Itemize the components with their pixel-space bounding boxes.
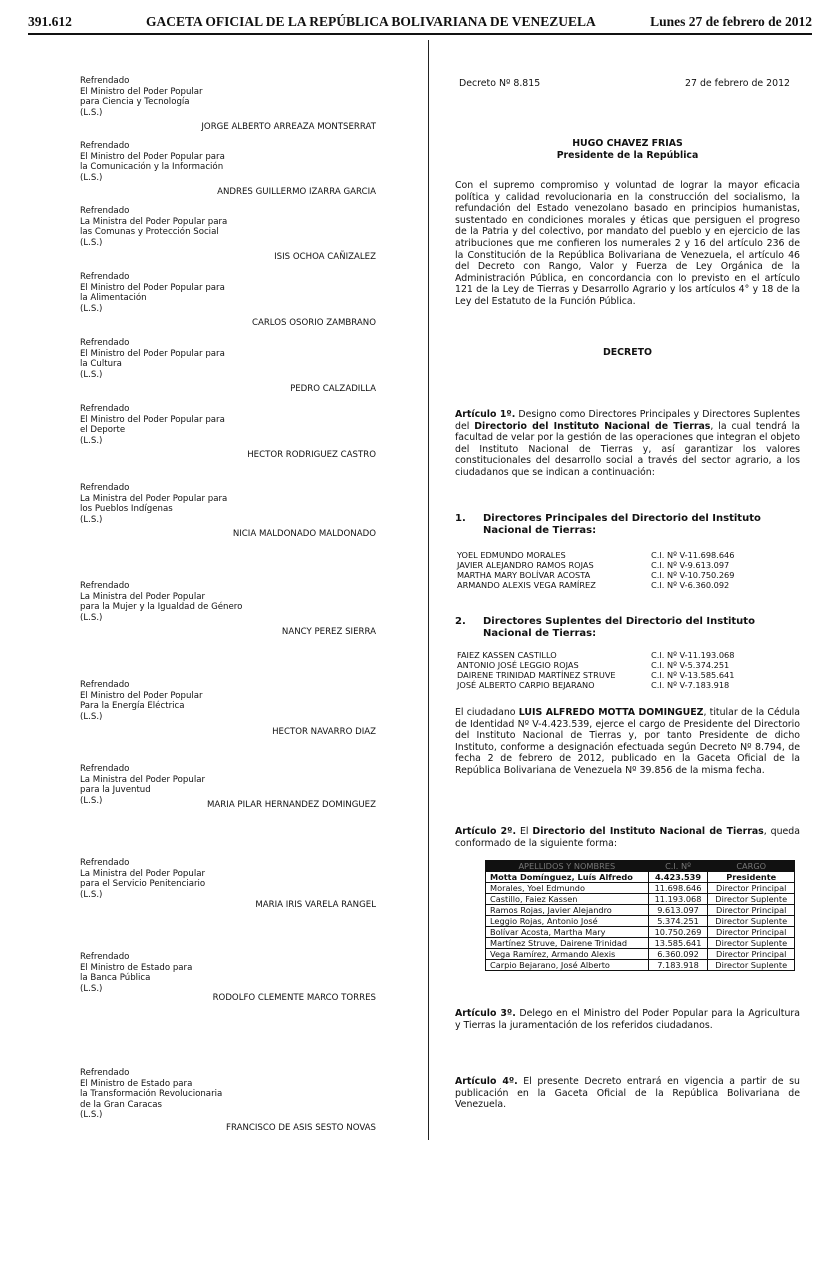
- seal-mark: (L.S.): [80, 889, 103, 900]
- list-1-number: 1.: [455, 513, 466, 524]
- ministry-name: la Transformación Revolucionaria: [80, 1089, 223, 1099]
- decree-date: 27 de febrero de 2012: [685, 78, 790, 89]
- refrendado-label: Refrendado: [80, 1068, 130, 1078]
- person-ci: C.I. Nº V-6.360.092: [651, 580, 730, 590]
- decree-number: Decreto Nº 8.815: [459, 78, 541, 89]
- seal-mark: (L.S.): [80, 435, 103, 446]
- table-cell: Presidente: [708, 872, 795, 883]
- ministry-name: la Cultura: [80, 359, 122, 369]
- article-2: [455, 826, 800, 849]
- table-cell: Director Principal: [708, 927, 795, 938]
- gazette-date: Lunes 27 de febrero de 2012: [650, 14, 812, 29]
- ministry-name: para la Mujer y la Igualdad de Género: [80, 602, 243, 612]
- signatory-name: NICIA MALDONADO MALDONADO: [232, 529, 376, 539]
- countersign-block: [80, 272, 225, 314]
- refrendado-label: Refrendado: [80, 680, 130, 690]
- refrendado-label: Refrendado: [80, 338, 130, 348]
- president-title: Presidente de la República: [556, 149, 699, 161]
- article-1-text: Designo como Directores Principales y Directores Suplentes del: [455, 409, 800, 432]
- signatory-name: CARLOS OSORIO ZAMBRANO: [251, 318, 376, 328]
- minister-title: El Ministro del Poder Popular: [80, 86, 203, 97]
- refrendado-label: Refrendado: [80, 404, 130, 414]
- minister-title: La Ministra del Poder Popular: [80, 591, 206, 602]
- list-2-heading: [455, 616, 800, 640]
- page-number: 391.612: [28, 14, 72, 29]
- seal-mark: (L.S.): [80, 983, 103, 994]
- table-cell: 9.613.097: [648, 905, 708, 916]
- para-bold-name: LUIS ALFREDO MOTTA DOMINGUEZ: [518, 707, 704, 718]
- article-1-bold: Directorio del Instituto Nacional de Tierras: [474, 420, 711, 432]
- seal-mark: (L.S.): [80, 795, 103, 806]
- ministry-name: las Comunas y Protección Social: [80, 227, 219, 237]
- table-row: [486, 949, 795, 960]
- person-ci: C.I. Nº V-11.698.646: [651, 550, 735, 560]
- list-2-number: 2.: [455, 616, 466, 627]
- person-row: [457, 560, 757, 570]
- signatory-name: PEDRO CALZADILLA: [290, 384, 376, 394]
- seal-mark: (L.S.): [80, 172, 103, 183]
- article-4: [455, 1076, 800, 1111]
- person-row: [457, 550, 757, 560]
- minister-title: El Ministro del Poder Popular para: [80, 348, 225, 359]
- person-name: YOEL EDMUNDO MORALES: [457, 550, 566, 560]
- table-cell: Vega Ramírez, Armando Alexis: [486, 949, 649, 960]
- ministry-name: para Ciencia y Tecnología: [80, 97, 190, 107]
- signatory-name: RODOLFO CLEMENTE MARCO TORRES: [212, 993, 376, 1003]
- minister-title: La Ministra del Poder Popular: [80, 774, 206, 785]
- table-cell: Director Suplente: [708, 960, 795, 971]
- decree-line: [455, 78, 800, 90]
- countersign-block: [80, 680, 203, 722]
- article-4-text: El presente Decreto entrará en vigencia a partir de su publicación en la Gaceta Oficial de la República Bolivariana de Venezuela.: [455, 1076, 800, 1111]
- minister-title: El Ministro del Poder Popular para: [80, 414, 225, 425]
- person-row: [457, 660, 757, 670]
- table-cell: 10.750.269: [648, 927, 708, 938]
- directory-table-wrap: [485, 860, 795, 971]
- table-cell: Director Suplente: [708, 938, 795, 949]
- seal-mark: (L.S.): [80, 303, 103, 314]
- ministry-name: la Comunicación y la Información: [80, 162, 224, 172]
- person-name: JAVIER ALEJANDRO RAMOS ROJAS: [457, 560, 594, 570]
- article-3-label: Artículo 3º.: [455, 1008, 516, 1019]
- person-name: ANTONIO JOSÉ LEGGIO ROJAS: [457, 660, 579, 670]
- list-1-heading: [455, 513, 800, 537]
- preamble: Con el supremo compromiso y voluntad de lograr la mayor eficacia política y calidad revolucionaria en la construcción del socialismo, la refundación del Estado venezolano basado en principios humanistas, sustentado en condiciones morales y éticas que persiguen el progreso de la Patria y del colectivo, por mandato del pueblo y en ejercicio de las atribuciones que me confieren los numerales 2 y 16 del artículo 236 de la Constitución de la República Bolivariana de Venezuela, el artículo 46 del Decreto con Rango, Valor y Fuerza de Ley Orgánica de la Administración Pública, en concordancia con lo previsto en el artículo 121 de la Ley de Tierras y Desarrollo Agrario y los artículos 4° y 18 de la Ley del Estatuto de la Función Pública.: [455, 180, 800, 307]
- table-cell: 13.585.641: [648, 938, 708, 949]
- minister-title: El Ministro de Estado para: [80, 1078, 193, 1089]
- article-3-text: Delego en el Ministro del Poder Popular para la Agricultura y Tierras la juramentación de los referidos ciudadanos.: [455, 1008, 800, 1031]
- article-1-label: Artículo 1º.: [455, 409, 516, 420]
- table-row: [486, 916, 795, 927]
- list-2-title: Directores Suplentes del Directorio del Instituto Nacional de Tierras:: [483, 616, 755, 639]
- president-name: HUGO CHAVEZ FRIAS: [572, 138, 683, 149]
- seal-mark: (L.S.): [80, 514, 103, 525]
- table-cell: Castillo, Faiez Kassen: [486, 894, 649, 905]
- table-cell: 5.374.251: [648, 916, 708, 927]
- refrendado-label: Refrendado: [80, 272, 130, 282]
- refrendado-label: Refrendado: [80, 141, 130, 151]
- refrendado-label: Refrendado: [80, 581, 130, 591]
- countersign-block: [80, 1068, 222, 1121]
- seal-mark: (L.S.): [80, 369, 103, 380]
- seal-mark: (L.S.): [80, 237, 103, 248]
- person-row: [457, 650, 757, 660]
- person-ci: C.I. Nº V-9.613.097: [651, 560, 730, 570]
- column-divider: [428, 40, 429, 1140]
- countersign-block: [80, 858, 205, 900]
- table-cell: 6.360.092: [648, 949, 708, 960]
- article-2-text-2: , queda conformado de la siguiente forma:: [455, 826, 800, 849]
- countersign-block: [80, 764, 205, 806]
- seal-mark: (L.S.): [80, 711, 103, 722]
- minister-title: El Ministro del Poder Popular para: [80, 282, 225, 293]
- article-2-bold: Directorio del Instituto Nacional de Tierras: [532, 826, 764, 837]
- signatory-name: ANDRES GUILLERMO IZARRA GARCIA: [217, 187, 376, 197]
- signatory-name: MARIA IRIS VARELA RANGEL: [255, 900, 376, 910]
- person-ci: C.I. Nº V-11.193.068: [651, 650, 735, 660]
- ministry-name: los Pueblos Indígenas: [80, 504, 173, 514]
- countersign-block: [80, 404, 225, 446]
- refrendado-label: Refrendado: [80, 76, 130, 86]
- countersign-block: [80, 581, 242, 623]
- signatory-name: JORGE ALBERTO ARREAZA MONTSERRAT: [201, 122, 376, 132]
- page-header: [28, 14, 812, 32]
- person-name: FAIEZ KASSEN CASTILLO: [457, 650, 557, 660]
- countersign-block: [80, 76, 203, 118]
- ministry-name: la Banca Pública: [80, 973, 151, 983]
- table-cell: Director Principal: [708, 905, 795, 916]
- signatory-name: HECTOR RODRIGUEZ CASTRO: [247, 450, 376, 460]
- person-name: DAIRENE TRINIDAD MARTÍNEZ STRUVE: [457, 670, 616, 680]
- table-cell: 11.698.646: [648, 883, 708, 894]
- article-2-label: Artículo 2º.: [455, 826, 517, 837]
- gazette-title: GACETA OFICIAL DE LA REPÚBLICA BOLIVARIANA DE VENEZUELA: [146, 14, 596, 29]
- signatory-name: HECTOR NAVARRO DIAZ: [272, 727, 376, 737]
- refrendado-label: Refrendado: [80, 858, 130, 868]
- table-header-cell: CARGO: [708, 861, 795, 872]
- seal-mark: (L.S.): [80, 107, 103, 118]
- table-row: [486, 905, 795, 916]
- minister-title: El Ministro del Poder Popular: [80, 690, 203, 701]
- person-row: [457, 570, 757, 580]
- header-rule: [28, 33, 812, 35]
- refrendado-label: Refrendado: [80, 483, 130, 493]
- para-text: El ciudadano: [455, 707, 519, 718]
- article-1: [455, 409, 800, 479]
- table-row: [486, 927, 795, 938]
- minister-title: El Ministro del Poder Popular para: [80, 151, 225, 162]
- table-cell: Motta Domínguez, Luís Alfredo: [486, 872, 649, 883]
- table-cell: Morales, Yoel Edmundo: [486, 883, 649, 894]
- article-4-label: Artículo 4º.: [455, 1076, 518, 1087]
- table-header-cell: APELLIDOS Y NOMBRES: [486, 861, 649, 872]
- person-name: JOSÉ ALBERTO CARPIO BEJARANO: [457, 680, 595, 690]
- ministry-name-cont: de la Gran Caracas: [80, 1099, 163, 1110]
- article-1-text-2: , la cual tendrá la facultad de velar por la gestión de las operaciones que integran el objeto del Instituto Nacional de Tierras y, así garantizar los valores constitucionales del desarrollo social a través del sector agrario, a los ciudadanos que se indican a continuación:: [455, 420, 800, 478]
- directory-table: [485, 860, 795, 971]
- person-row: [457, 680, 757, 690]
- table-cell: Director Suplente: [708, 916, 795, 927]
- list-1-title: Directores Principales del Directorio del Instituto Nacional de Tierras:: [483, 513, 761, 536]
- table-cell: Ramos Rojas, Javier Alejandro: [486, 905, 649, 916]
- article-3: [455, 1008, 800, 1031]
- person-name: ARMANDO ALEXIS VEGA RAMÍREZ: [457, 580, 596, 590]
- table-cell: Director Principal: [708, 949, 795, 960]
- table-cell: 4.423.539: [648, 872, 708, 883]
- ministry-name: para la Juventud: [80, 785, 151, 795]
- ministry-name: el Deporte: [80, 425, 126, 435]
- signatory-name: MARIA PILAR HERNANDEZ DOMINGUEZ: [207, 800, 376, 810]
- article-2-text: El: [516, 826, 533, 837]
- signatory-name: FRANCISCO DE ASIS SESTO NOVAS: [226, 1123, 376, 1133]
- signatory: [455, 138, 800, 161]
- person-name: MARTHA MARY BOLÍVAR ACOSTA: [457, 570, 591, 580]
- table-cell: 11.193.068: [648, 894, 708, 905]
- table-row: [486, 872, 795, 883]
- ministry-name: la Alimentación: [80, 293, 147, 303]
- person-ci: C.I. Nº V-7.183.918: [651, 680, 730, 690]
- table-cell: Carpio Bejarano, José Alberto: [486, 960, 649, 971]
- alternate-directors-list: [457, 650, 757, 690]
- signatory-name: NANCY PEREZ SIERRA: [281, 627, 376, 637]
- refrendado-label: Refrendado: [80, 952, 130, 962]
- table-cell: 7.183.918: [648, 960, 708, 971]
- minister-title: El Ministro de Estado para: [80, 962, 193, 973]
- minister-title: La Ministra del Poder Popular para: [80, 216, 228, 227]
- seal-mark: (L.S.): [80, 1110, 103, 1120]
- table-row: [486, 883, 795, 894]
- person-ci: C.I. Nº V-5.374.251: [651, 660, 730, 670]
- principal-directors-list: [457, 550, 757, 590]
- table-row: [486, 894, 795, 905]
- minister-title: La Ministra del Poder Popular para: [80, 493, 228, 504]
- countersign-block: [80, 206, 227, 248]
- countersign-block: [80, 952, 192, 994]
- refrendado-label: Refrendado: [80, 206, 130, 216]
- person-ci: C.I. Nº V-10.750.269: [651, 570, 735, 580]
- table-cell: Martínez Struve, Dairene Trinidad: [486, 938, 649, 949]
- person-row: [457, 580, 757, 590]
- decreto-heading: DECRETO: [602, 347, 653, 358]
- countersign-block: [80, 483, 227, 525]
- table-cell: Bolívar Acosta, Martha Mary: [486, 927, 649, 938]
- table-row: [486, 960, 795, 971]
- refrendado-label: Refrendado: [80, 764, 130, 774]
- table-cell: Director Suplente: [708, 894, 795, 905]
- person-row: [457, 670, 757, 680]
- para-text-2: , titular de la Cédula de Identidad Nº V-4.423.539, ejerce el cargo de Presidente del Directorio del Instituto Nacional de Tierras y, por tanto Presidente de dicho Instituto, conforme a designación efectuada según Decreto Nº 8.794, de fecha 2 de febrero de 2012, publicado en la Gaceta Oficial de la República Bolivariana de Venezuela Nº 39.856 de la misma fecha.: [455, 707, 800, 776]
- table-header-cell: C.I. Nº: [648, 861, 708, 872]
- ministry-name: Para la Energía Eléctrica: [80, 701, 185, 711]
- person-ci: C.I. Nº V-13.585.641: [651, 670, 735, 680]
- table-header: [486, 861, 795, 872]
- countersign-block: [80, 338, 225, 380]
- table-row: [486, 938, 795, 949]
- signatory-name: ISIS OCHOA CAÑIZALEZ: [274, 252, 376, 262]
- minister-title: La Ministra del Poder Popular: [80, 868, 206, 879]
- president-paragraph: [455, 707, 800, 777]
- ministry-name: para el Servicio Penitenciario: [80, 879, 206, 889]
- table-cell: Director Principal: [708, 883, 795, 894]
- seal-mark: (L.S.): [80, 612, 103, 623]
- countersign-block: [80, 141, 225, 183]
- table-cell: Leggio Rojas, Antonio José: [486, 916, 649, 927]
